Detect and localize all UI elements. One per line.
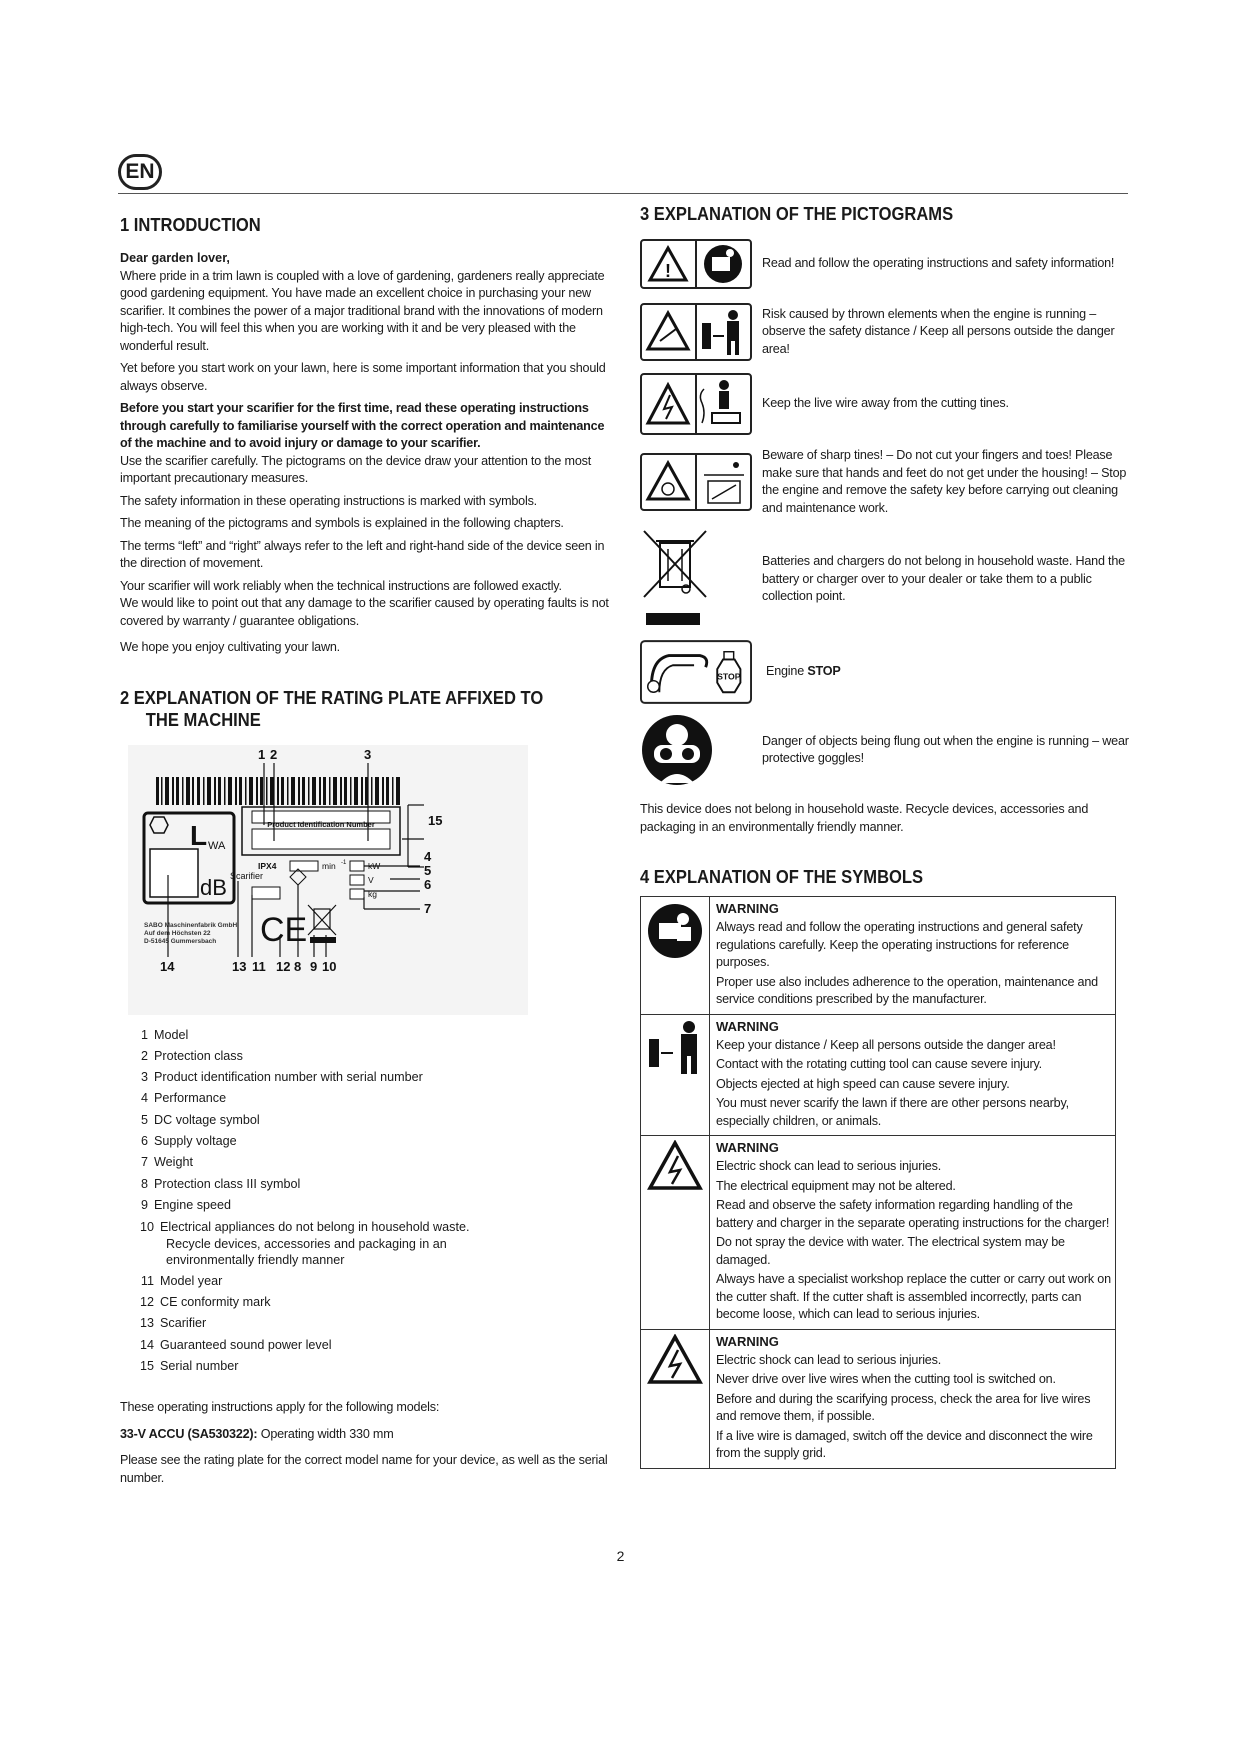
list-item: 3 Product identification number with serial number bbox=[140, 1070, 423, 1085]
volt-label: V bbox=[368, 874, 374, 885]
callout-number: 6 bbox=[424, 876, 432, 892]
pictogram-description: Keep the live wire away from the cutting tines. bbox=[762, 396, 1009, 411]
sharp-tines-pictogram-icon bbox=[640, 453, 752, 511]
callout-number: 5 bbox=[424, 862, 432, 878]
list-item: 12 CE conformity mark bbox=[139, 1294, 271, 1309]
pictogram-row bbox=[640, 239, 1130, 289]
warning-line: Keep your distance / Keep all persons outside the danger area! bbox=[716, 1037, 1056, 1052]
pictogram-row bbox=[640, 303, 1130, 361]
thrown-objects-pictogram-icon bbox=[640, 303, 752, 361]
svg-text:!: ! bbox=[665, 261, 671, 281]
callout-number: 7 bbox=[424, 900, 432, 916]
pictogram-description: Danger of objects being flung out when the engine is running – wear protective goggles! bbox=[762, 733, 1129, 765]
intro-paragraph: Your scarifier will work reliably when the technical instructions are followed exactly. bbox=[120, 578, 562, 593]
pictogram-row bbox=[640, 447, 1130, 517]
keep-distance-icon bbox=[645, 1019, 705, 1077]
callout-number: 3 bbox=[364, 746, 372, 762]
rpm-unit-label: min bbox=[322, 860, 336, 871]
list-item: 1 Model bbox=[140, 1027, 189, 1042]
list-item: 13 Scarifier bbox=[139, 1316, 207, 1331]
warning-line: Read and observe the safety information regarding handling of the battery and charger in the separate operating instructions for the charger! bbox=[716, 1198, 1110, 1230]
warning-line: Do not spray the device with water. The electrical system may be damaged. bbox=[716, 1235, 1065, 1267]
callout-number: 14 bbox=[160, 958, 175, 974]
callout-number: 2 bbox=[270, 746, 278, 762]
pictogram-row bbox=[640, 713, 1130, 787]
protective-goggles-icon bbox=[640, 713, 714, 787]
warning-row bbox=[641, 1136, 1115, 1330]
page-number: 2 bbox=[616, 1548, 625, 1564]
intro-paragraph: Yet before you start work on your lawn, here is some important information that you should always observe. bbox=[120, 361, 606, 393]
callout-number: 10 bbox=[322, 958, 337, 974]
warning-line: Always read and follow the operating instructions and general safety regulations carefully. Keep the operating instructions for reference purposes. bbox=[716, 920, 1083, 969]
list-item: 11 Model year bbox=[140, 1273, 223, 1288]
pictogram-row bbox=[640, 373, 1130, 435]
electric-shock-icon bbox=[647, 1140, 703, 1192]
callout-number: 1 bbox=[258, 746, 266, 762]
warnings-table bbox=[640, 896, 1116, 1469]
intro-heading: 1 INTRODUCTION bbox=[120, 215, 261, 235]
callout-number: 15 bbox=[428, 812, 443, 828]
warning-title: WARNING bbox=[716, 1018, 779, 1034]
rating-plate-legend bbox=[132, 1025, 610, 1378]
recycle-note: This device does not belong in household waste. Recycle devices, accessories and packaging in an environmentally friendly manner. bbox=[640, 802, 1089, 834]
intro-paragraph: Where pride in a trim lawn is coupled with a love of gardening, gardeners really appreciate good gardening equipment. You have made an excellent choice in purchasing your new scarifier. It combines the power of a major traditional brand with the innovations of modern high-tech. You will feel this when you are working with it and be very pleased with the wonderful result. bbox=[120, 268, 605, 353]
pictogram-description: Batteries and chargers do not belong in household waste. Hand the battery or charger over to your dealer or take them to a public collection point. bbox=[762, 554, 1125, 603]
callout-number: 8 bbox=[294, 958, 302, 974]
symbols-heading: 4 EXPLANATION OF THE SYMBOLS bbox=[640, 867, 924, 887]
maker-line-2: Auf dem Höchsten 22 bbox=[144, 929, 211, 937]
rpm-unit-exponent: -1 bbox=[341, 859, 347, 866]
warning-row bbox=[641, 1015, 1115, 1137]
ce-mark: CE bbox=[260, 910, 308, 949]
pictogram-row bbox=[640, 529, 1130, 629]
warning-line: Electric shock can lead to serious injuries. bbox=[716, 1159, 941, 1173]
list-item: 9 Engine speed bbox=[140, 1197, 232, 1212]
rating-plate-heading: 2 EXPLANATION OF THE RATING PLATE AFFIXED TO THE MACHINE bbox=[120, 687, 544, 730]
rating-plate-note: Please see the rating plate for the correct model name for your device, as well as the serial number. bbox=[120, 1453, 608, 1485]
callout-number: 11 bbox=[252, 958, 266, 974]
callout-number: 4 bbox=[424, 848, 432, 864]
maker-line-1: SABO Maschinenfabrik GmbH bbox=[144, 921, 238, 929]
read-manual-pictogram-icon bbox=[640, 239, 752, 289]
warning-line: If a live wire is damaged, switch off the device and disconnect the wire from the supply grid. bbox=[716, 1428, 1093, 1460]
left-column bbox=[120, 214, 610, 1487]
engine-stop-pictogram-icon bbox=[640, 639, 752, 705]
list-item: 5 DC voltage symbol bbox=[140, 1112, 260, 1127]
warning-line: Before and during the scarifying process, check the area for live wires and remove them, if possible. bbox=[716, 1391, 1091, 1423]
pictograms-heading: 3 EXPLANATION OF THE PICTOGRAMS bbox=[640, 204, 954, 224]
lwa-subscript: WA bbox=[208, 839, 226, 852]
scarifier-label: Scarifier bbox=[230, 870, 264, 881]
pin-label: Product Identification Number bbox=[267, 819, 375, 829]
db-label: dB bbox=[200, 874, 227, 900]
crossed-bin-icon bbox=[640, 529, 710, 629]
pictogram-description: Beware of sharp tines! – Do not cut your fingers and toes! Please make sure that hands and feet do not get under the housing! – Stop the engine and remove the safety key before carrying out cleaning and maintenance work. bbox=[762, 448, 1127, 515]
maker-line-3: D-51645 Gummersbach bbox=[144, 937, 217, 945]
warning-line: You must never scarify the lawn if there are other persons nearby, especially children, or animals. bbox=[716, 1096, 1069, 1128]
models-intro: These operating instructions apply for the following models: bbox=[120, 1400, 440, 1415]
intro-paragraph: Use the scarifier carefully. The pictograms on the device draw your attention to the most important precautionary measures. bbox=[120, 453, 592, 485]
warning-line: Electric shock can lead to serious injuries. bbox=[716, 1352, 941, 1367]
warning-line: Always have a specialist workshop replace the cutter or carry out work on the cutter shaft. If the cutter shaft is assembled incorrectly, parts can become loose, which can lead to serious injuries. bbox=[716, 1272, 1111, 1321]
intro-greeting: Dear garden lover, bbox=[120, 251, 230, 265]
electric-shock-icon bbox=[647, 1334, 703, 1386]
pictogram-description: Read and follow the operating instructions and safety information! bbox=[762, 256, 1115, 271]
live-wire-pictogram-icon bbox=[640, 373, 752, 435]
list-item: 8 Protection class III symbol bbox=[140, 1176, 301, 1191]
warning-row bbox=[641, 1330, 1115, 1468]
pictogram-row bbox=[640, 639, 1130, 705]
pictogram-description: Risk caused by thrown elements when the engine is running – observe the safety distance / Keep all persons outside the danger area! bbox=[762, 306, 1115, 356]
list-item: 10 Electrical appliances do not belong in household waste. Recycle devices, accessories and packaging in an environmentally friendly manner bbox=[139, 1220, 470, 1268]
warning-title: WARNING bbox=[716, 1333, 779, 1349]
header-rule bbox=[118, 193, 1128, 194]
intro-warning-paragraph: Before you start your scarifier for the first time, read these operating instructions through carefully to familiarise yourself with the correct operation and maintenance of the machine and to avoid injury or damage to your scarifier. bbox=[120, 401, 605, 450]
callout-number: 13 bbox=[232, 958, 247, 974]
list-item: 2 Protection class bbox=[140, 1048, 243, 1063]
intro-paragraph: The safety information in these operating instructions is marked with symbols. bbox=[120, 493, 537, 508]
list-item: 6 Supply voltage bbox=[140, 1133, 237, 1148]
stop-sign-label: STOP bbox=[717, 671, 741, 682]
warning-title: WARNING bbox=[716, 1140, 779, 1155]
intro-paragraph: The meaning of the pictograms and symbols is explained in the following chapters. bbox=[120, 516, 564, 530]
warning-line: The electrical equipment may not be altered. bbox=[716, 1178, 956, 1193]
callout-number: 9 bbox=[310, 958, 318, 974]
model-line: 33-V ACCU (SA530322): Operating width 330 mm bbox=[120, 1426, 394, 1441]
intro-paragraph: We would like to point out that any damage to the scarifier caused by operating faults is not covered by warranty / guarantee obligations. bbox=[120, 596, 609, 628]
rating-plate-diagram bbox=[128, 745, 528, 1015]
intro-paragraph: The terms “left” and “right” always refer to the left and right-hand side of the device seen in the direction of movement. bbox=[120, 538, 605, 570]
warning-line: Contact with the rotating cutting tool can cause severe injury. bbox=[716, 1057, 1042, 1071]
warning-row bbox=[641, 897, 1115, 1015]
pictogram-description: Engine STOP bbox=[766, 664, 841, 679]
warning-line: Objects ejected at high speed can cause severe injury. bbox=[716, 1076, 1010, 1091]
warning-title: WARNING bbox=[716, 901, 779, 916]
list-item: 15 Serial number bbox=[139, 1358, 239, 1373]
warning-line: Proper use also includes adherence to the operation, maintenance and service conditions prescribed by the manufacturer. bbox=[716, 974, 1098, 1006]
list-item: 14 Guaranteed sound power level bbox=[139, 1337, 332, 1352]
right-column bbox=[640, 203, 1130, 1469]
lwa-label: L bbox=[190, 819, 208, 851]
kg-label: kg bbox=[368, 888, 377, 899]
list-item: 7 Weight bbox=[140, 1155, 193, 1170]
list-item: 4 Performance bbox=[140, 1091, 227, 1106]
kw-label: kW bbox=[368, 860, 381, 871]
ipx-label: IPX4 bbox=[258, 860, 277, 871]
callout-number: 12 bbox=[276, 958, 291, 974]
warning-line: Never drive over live wires when the cutting tool is switched on. bbox=[716, 1372, 1056, 1386]
read-manual-icon bbox=[645, 901, 705, 961]
language-badge: EN bbox=[118, 154, 162, 190]
intro-paragraph: We hope you enjoy cultivating your lawn. bbox=[120, 640, 340, 654]
